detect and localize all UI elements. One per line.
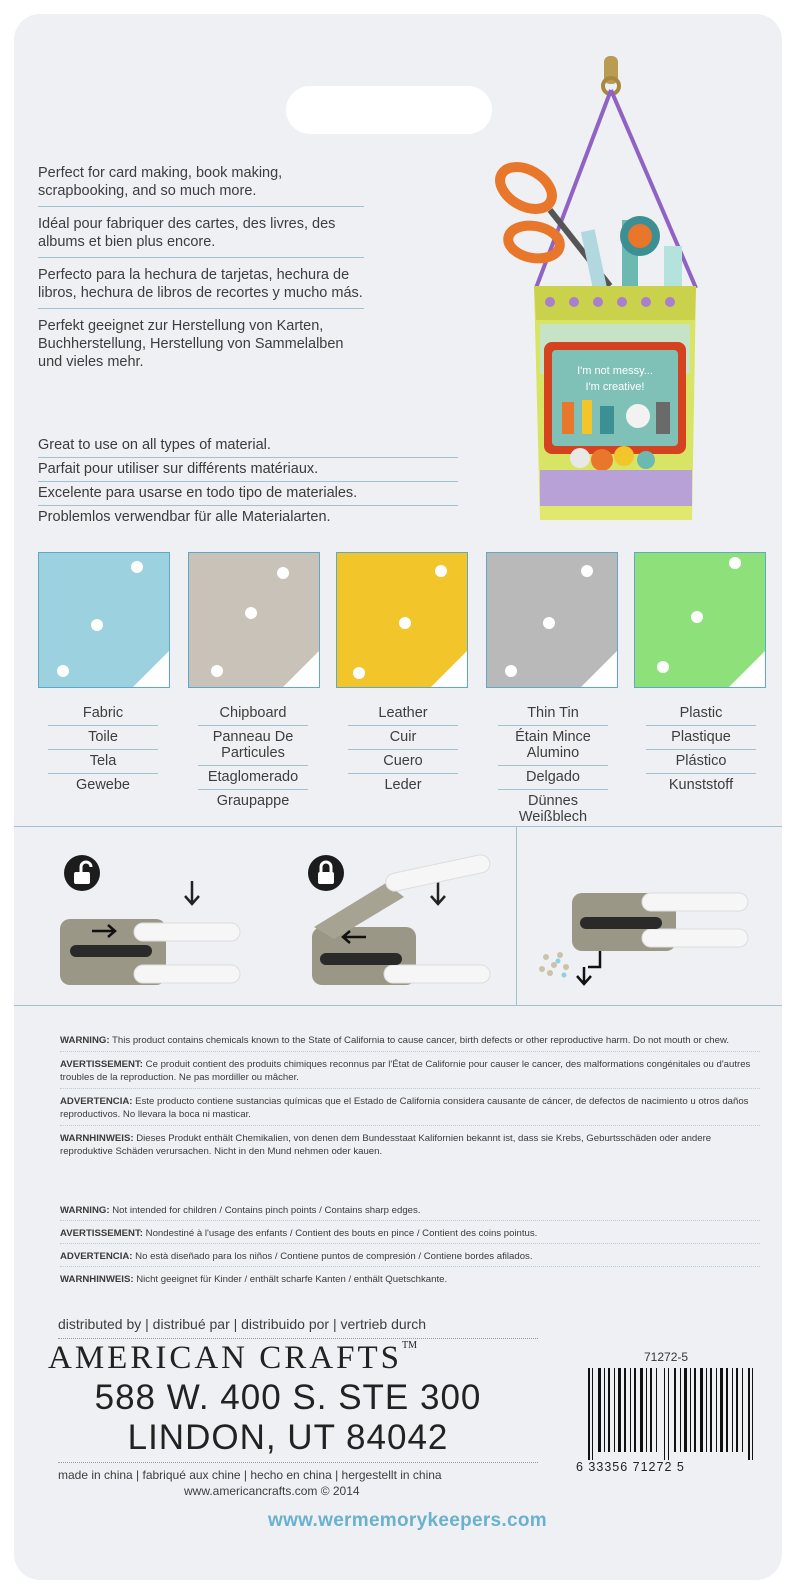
material-label: Leather (348, 702, 458, 726)
safety-warning-es: ADVERTENCIA: No està diseñado para los niños / Contiene puntos de compresión / Contiene bordes afilados. (60, 1250, 760, 1267)
claim-de: Perfekt geeignet zur Herstellung von Karten, Buchherstellung, Herstellung von Sammelalben und vieles mehr. (38, 318, 344, 370)
material-labels-thin-tin (478, 702, 628, 829)
swatch-thin-tin (486, 552, 618, 688)
distributed-by: distributed by | distribué par | distribuido por | vertrieb durch (58, 1316, 427, 1332)
material-claim-fr: Parfait pour utiliser sur différents matériaux. (38, 458, 458, 482)
claim-en: Perfect for card making, book making, scrapbooking, and so much more. (38, 160, 364, 207)
material-label: Toile (48, 726, 158, 750)
material-claim-en: Great to use on all types of material. (38, 434, 458, 458)
material-label: Tela (48, 750, 158, 774)
material-label: Thin Tin (498, 702, 608, 726)
material-label: Panneau De Particules (198, 726, 308, 766)
claim-fr: Idéal pour fabriquer des cartes, des livres, des albums et bien plus encore. (38, 211, 364, 258)
chemical-warnings (60, 1034, 760, 1168)
address-line1: 588 W. 400 S. STE 300 (94, 1378, 482, 1417)
punch-tool-diagrams (14, 827, 782, 1005)
safety-warning-en: WARNING: Not intended for children / Contains pinch points / Contains sharp edges. (60, 1204, 760, 1221)
material-claims (38, 434, 458, 529)
material-label: Gewebe (75, 777, 130, 793)
barcode-number: 6 33356 71272 5 (576, 1460, 685, 1474)
material-claim-de: Problemlos verwendbar für alle Materialarten. (38, 509, 331, 525)
material-label: Kunststoff (668, 777, 734, 793)
material-label: Chipboard (198, 702, 308, 726)
material-label: Etaglomerado (198, 766, 308, 790)
material-label: Leder (384, 777, 422, 793)
can-label-line1: I'm not messy... (577, 365, 653, 377)
material-label: Cuero (348, 750, 458, 774)
hang-hole (286, 86, 492, 134)
material-labels-plastic (626, 702, 776, 797)
packaging-card (14, 14, 782, 1580)
material-swatches (38, 552, 782, 690)
material-label: Graupappe (216, 793, 290, 809)
safety-warnings (60, 1204, 760, 1295)
claim-es: Perfecto para la hechura de tarjetas, hechura de libros, hechura de libros de recortes y mucho más. (38, 262, 364, 309)
safety-warning-fr: AVERTISSEMENT: Nondestiné à l'usage des enfants / Contient des bouts en pince / Contient des coins pointus. (60, 1227, 760, 1244)
product-code: 71272-5 (644, 1350, 689, 1364)
usage-instructions (14, 826, 782, 1006)
use-claims (38, 160, 364, 381)
safety-warning-de: WARNHINWEIS: Nicht geeignet für Kinder / enthält scharfe Kanten / enthält Quetschkante. (60, 1274, 448, 1285)
barcode (586, 1368, 758, 1460)
made-in: made in china | fabriqué aux chine | hecho en china | hergestellt in china (58, 1468, 442, 1482)
website-americancrafts[interactable]: www.americancrafts.com © 2014 (184, 1484, 360, 1498)
swatch-leather (336, 552, 468, 688)
warning-es: ADVERTENCIA: Este producto contiene sustancias químicas que el Estado de California considera causante de cáncer, de defectos de nacimiento u otros daños reproductivos. No llevara la boca ni masticar. (60, 1095, 760, 1126)
material-labels-chipboard (178, 702, 328, 813)
warning-de: WARNHINWEIS: Dieses Produkt enthält Chemikalien, von denen dem Bundesstaat Kalifornien bekannt ist, dass sie Krebs, Geburtsschäden oder andere reproduktive Schäden verursachen. Nicht in den Mund nehmen oder kauen. (60, 1133, 712, 1157)
material-labels-fabric (28, 702, 178, 797)
material-label: Plástico (646, 750, 756, 774)
website-memorykeepers[interactable]: www.wermemorykeepers.com (268, 1510, 547, 1531)
material-label: Fabric (48, 702, 158, 726)
swatch-plastic (634, 552, 766, 688)
material-labels-leather (328, 702, 478, 797)
material-label: Plastic (646, 702, 756, 726)
swatch-fabric (38, 552, 170, 688)
material-label: Étain Mince Alumino (498, 726, 608, 766)
swatch-chipboard (188, 552, 320, 688)
material-label: Cuir (348, 726, 458, 750)
material-label: Delgado (498, 766, 608, 790)
address-line2: LINDON, UT 84042 (127, 1418, 449, 1457)
material-claim-es: Excelente para usarse en todo tipo de materiales. (38, 482, 458, 506)
product-photo (470, 50, 750, 530)
pencil-can-illustration (470, 50, 750, 530)
warning-en: WARNING: This product contains chemicals known to the State of California to cause cancer, birth defects or other reproductive harm. Do not mouth or chew. (60, 1034, 760, 1052)
material-label: Dünnes Weißblech (518, 793, 588, 825)
can-label-line2: I'm creative! (585, 381, 645, 393)
material-label: Plastique (646, 726, 756, 750)
brand-name: AMERICAN CRAFTS™ (48, 1340, 417, 1376)
warning-fr: AVERTISSEMENT: Ce produit contient des produits chimiques reconnus par l'État de Californie pour causer le cancer, des malformations congénitales ou d'autres troubles de la reproduction. Ne pas mordiller ou mâcher. (60, 1058, 760, 1089)
